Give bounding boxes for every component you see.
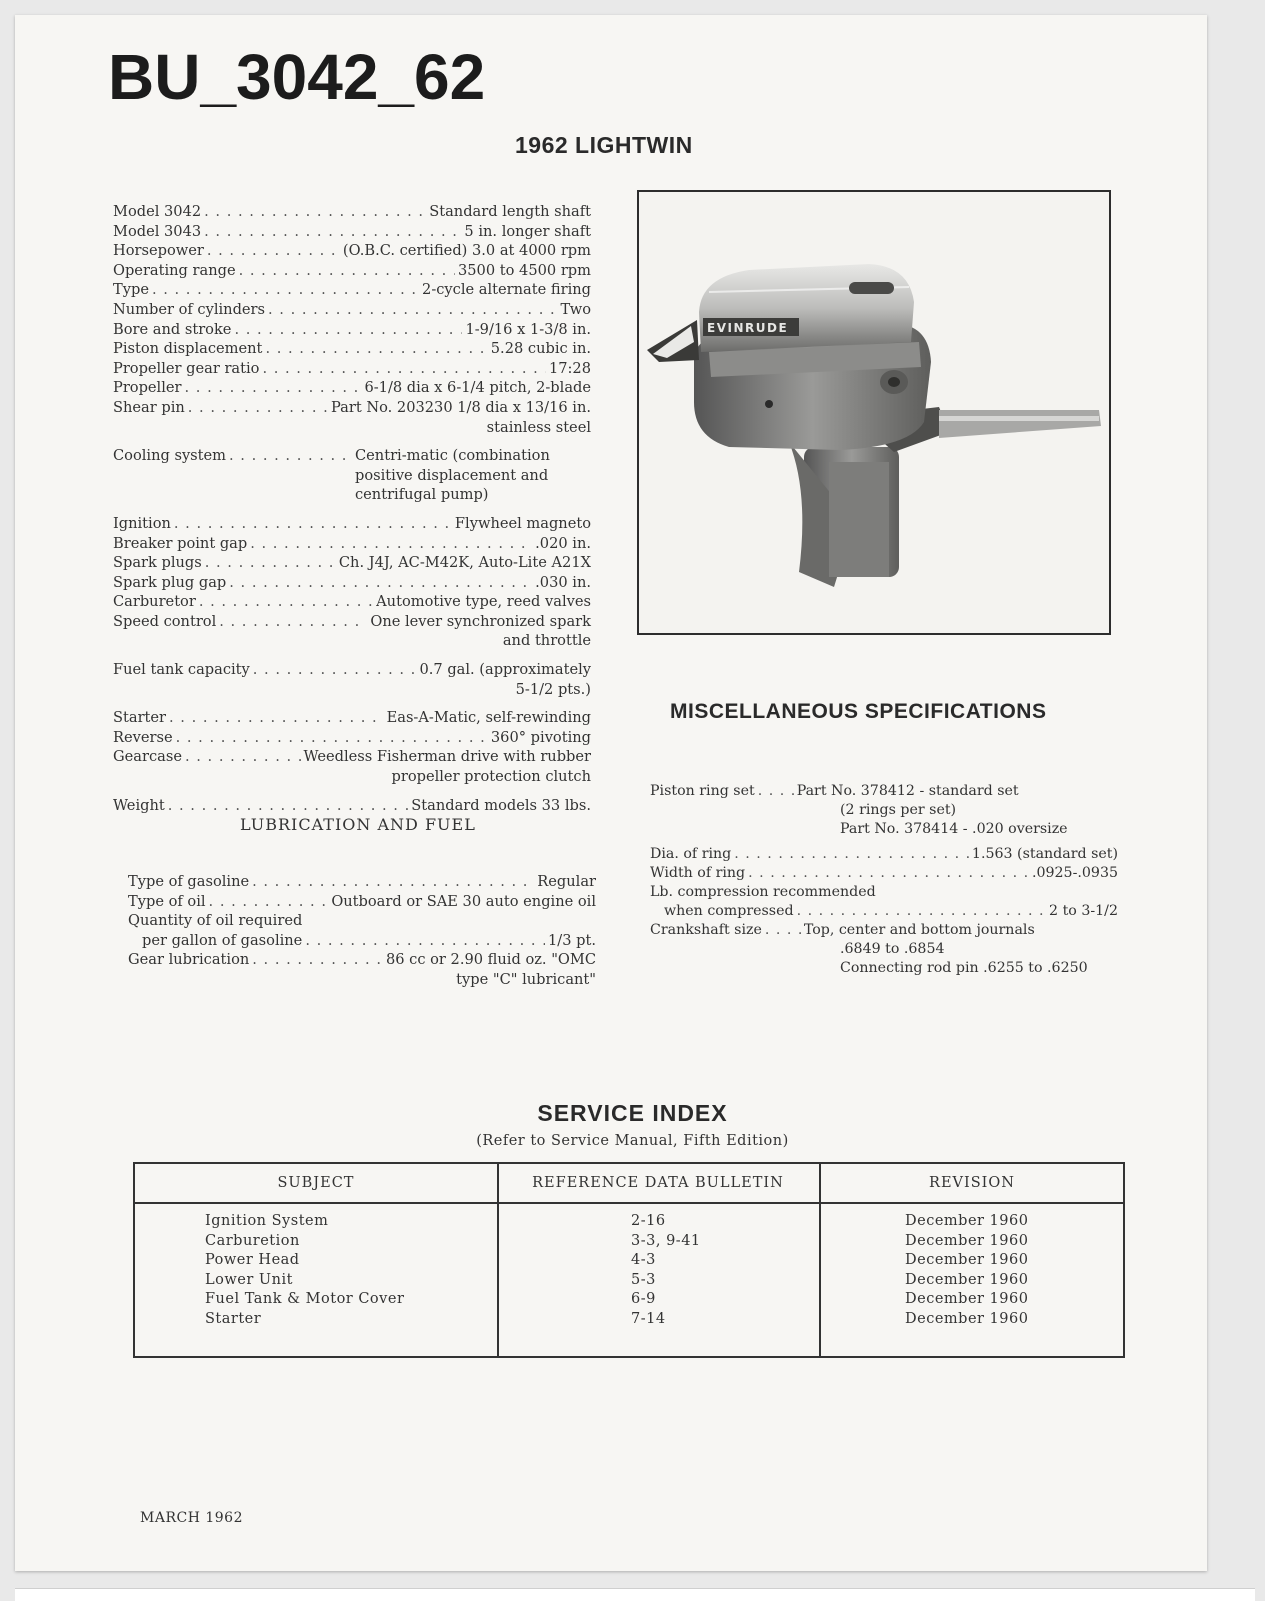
- spec-label: Propeller: [113, 379, 182, 397]
- spec-row: [650, 864, 1118, 883]
- spec-label: Piston ring set: [650, 783, 755, 799]
- spec-row: [113, 573, 591, 593]
- spec-label: when compressed: [664, 903, 794, 919]
- leader-dots: [185, 747, 301, 767]
- spec-value: 0.7 gal. (approximately: [419, 661, 591, 679]
- spec-value: 2 to 3-1/2: [1049, 903, 1118, 919]
- spec-value: Top, center and bottom journals: [803, 922, 1035, 938]
- spec-list: [113, 202, 591, 815]
- spec-label: Type of gasoline: [128, 873, 250, 890]
- spec-value-continued: and throttle: [502, 632, 591, 650]
- spec-label: Breaker point gap: [113, 534, 248, 552]
- spec-value: 1-9/16 x 1-3/8 in.: [465, 320, 591, 338]
- spec-value-continued: 5-1/2 pts.): [515, 680, 591, 698]
- leader-dots: [765, 921, 801, 940]
- spec-label: Bore and stroke: [113, 320, 232, 338]
- spec-row: [650, 902, 1118, 921]
- spec-row: [113, 592, 591, 612]
- leader-dots: [176, 728, 488, 748]
- spec-label: Gearcase: [113, 748, 182, 766]
- spec-value-continued: type "C" lubricant": [456, 970, 596, 988]
- spec-label: Horsepower: [113, 242, 204, 260]
- spec-label: Type of oil: [128, 892, 206, 910]
- spec-label: Crankshaft size: [650, 922, 762, 938]
- leader-dots: [253, 660, 417, 680]
- brand-label: EVINRUDE: [707, 321, 789, 335]
- reference-column: [631, 1212, 701, 1329]
- spec-value: Flywheel magneto: [454, 514, 591, 532]
- spec-label: Carburetor: [113, 593, 196, 611]
- leader-dots: [748, 864, 1029, 883]
- spec-label: Gear lubrication: [128, 951, 250, 969]
- reference-cell: 3-3, 9-41: [631, 1232, 701, 1249]
- spec-value: 1.563 (standard set): [971, 846, 1118, 862]
- leader-dots: [205, 553, 336, 573]
- spec-value: (O.B.C. certified) 3.0 at 4000 rpm: [342, 242, 591, 260]
- reference-cell: 7-14: [631, 1310, 666, 1327]
- spec-label: Dia. of ring: [650, 846, 732, 862]
- leader-dots: [305, 931, 545, 951]
- reference-cell: 5-3: [631, 1271, 656, 1288]
- spec-value: Ch. J4J, AC-M42K, Auto-Lite A21X: [338, 554, 591, 572]
- revision-cell: December 1960: [905, 1213, 1029, 1229]
- spec-row: [113, 446, 591, 505]
- spec-row: [113, 708, 591, 728]
- spec-value-continued: stainless steel: [486, 418, 591, 436]
- spec-row: [128, 931, 596, 951]
- spec-row: [113, 280, 591, 300]
- leader-dots: [734, 845, 969, 864]
- spec-value: Regular: [537, 873, 596, 890]
- spec-label: Type: [113, 281, 149, 299]
- spec-row: [113, 747, 591, 767]
- spec-row: [113, 202, 591, 222]
- leader-dots: [168, 796, 409, 816]
- spec-value: 1/3 pt.: [548, 931, 596, 949]
- spec-label: Propeller gear ratio: [113, 359, 260, 377]
- spec-value: Outboard or SAE 30 auto engine oil: [331, 892, 596, 910]
- spec-label: Ignition: [113, 514, 171, 532]
- spec-row: [113, 660, 591, 680]
- revision-cell: December 1960: [905, 1271, 1029, 1288]
- leader-dots: [265, 339, 487, 359]
- spec-value: Standard models 33 lbs.: [411, 796, 591, 814]
- spec-row: [113, 222, 591, 242]
- spec-label: Cooling system: [113, 447, 227, 465]
- reference-cell: 6-9: [631, 1291, 656, 1307]
- spec-label: Shear pin: [113, 398, 185, 416]
- spec-label: Fuel tank capacity: [113, 661, 250, 679]
- leader-dots: [204, 202, 426, 222]
- leader-dots: [797, 902, 1046, 921]
- subject-cell: Fuel Tank & Motor Cover: [205, 1291, 405, 1307]
- leader-dots: [252, 950, 383, 970]
- spec-row: [113, 728, 591, 748]
- leader-dots: [207, 241, 340, 261]
- spec-value: 2-cycle alternate firing: [422, 281, 591, 299]
- spec-label: Speed control: [113, 612, 217, 630]
- spec-value: 17:28: [548, 359, 591, 377]
- spec-row: [650, 845, 1118, 864]
- leader-dots: [229, 446, 352, 466]
- spec-label: Starter: [113, 709, 167, 727]
- reference-cell: 4-3: [631, 1252, 656, 1268]
- column-header-reference: REFERENCE DATA BULLETIN: [532, 1175, 784, 1191]
- spec-value: One lever synchronized spark: [370, 612, 591, 630]
- column-header-revision: REVISION: [929, 1175, 1015, 1191]
- outboard-motor-photo: [637, 190, 1111, 635]
- spec-value: Two: [560, 300, 591, 318]
- service-index-subheading: (Refer to Service Manual, Fifth Edition): [476, 1133, 789, 1149]
- subject-cell: Power Head: [205, 1252, 300, 1268]
- spec-label: per gallon of gasoline: [142, 931, 303, 949]
- spec-row: [128, 892, 596, 912]
- column-divider: [819, 1164, 821, 1356]
- spec-label: Quantity of oil required: [128, 912, 303, 930]
- misc-heading: MISCELLANEOUS SPECIFICATIONS: [670, 700, 1047, 723]
- spec-value: 5.28 cubic in.: [490, 340, 591, 358]
- spec-value: .020 in.: [535, 534, 591, 552]
- spec-label: Width of ring: [650, 865, 746, 881]
- column-divider: [497, 1164, 499, 1356]
- spec-value: 360° pivoting: [490, 728, 591, 746]
- revision-column: [905, 1212, 1028, 1329]
- service-index-heading: SERVICE INDEX: [537, 1100, 728, 1126]
- spec-row: [113, 514, 591, 534]
- spec-row: [113, 398, 591, 418]
- spec-label: Operating range: [113, 261, 236, 279]
- leader-dots: [234, 320, 462, 340]
- spec-value: .0925-.0935: [1031, 865, 1118, 881]
- spec-value-continued: Connecting rod pin .6255 to .6250: [840, 960, 1088, 976]
- spec-value: Part No. 203230 1/8 dia x 13/16 in.: [330, 398, 591, 416]
- spec-value: 6-1/8 dia x 6-1/4 pitch, 2-blade: [364, 379, 591, 397]
- leader-dots: [250, 534, 532, 554]
- spec-value: Automotive type, reed valves: [376, 593, 591, 611]
- leader-dots: [152, 280, 419, 300]
- leader-dots: [268, 300, 557, 320]
- spec-value: Standard length shaft: [429, 203, 591, 220]
- spec-label: Spark plugs: [113, 554, 202, 572]
- subject-cell: Carburetion: [205, 1232, 300, 1249]
- spec-row: [113, 612, 591, 632]
- spec-row: [128, 950, 596, 970]
- leader-dots: [758, 782, 794, 801]
- next-page-edge: [15, 1588, 1255, 1601]
- leader-dots: [169, 708, 384, 728]
- spec-row: [650, 921, 1118, 940]
- spec-row: [113, 300, 591, 320]
- spec-row: [650, 782, 1118, 801]
- spec-value-continued: propeller protection clutch: [391, 768, 591, 786]
- leader-dots: [229, 573, 532, 593]
- spec-row: [113, 339, 591, 359]
- spec-value-continued: (2 rings per set): [840, 802, 957, 818]
- revision-cell: December 1960: [905, 1310, 1029, 1327]
- document-id: BU_3042_62: [108, 41, 486, 113]
- model-title: 1962 LIGHTWIN: [515, 132, 693, 158]
- spec-row: [128, 872, 596, 892]
- subject-cell: Starter: [205, 1310, 262, 1327]
- spec-row: [113, 553, 591, 573]
- subject-cell: Ignition System: [205, 1213, 329, 1229]
- leader-dots: [219, 612, 367, 632]
- spec-row: [113, 261, 591, 281]
- spec-value: Weedless Fisherman drive with rubber: [303, 748, 591, 766]
- spec-value-continued: .6849 to .6854: [840, 941, 945, 957]
- spec-row: [113, 378, 591, 398]
- misc-spec-list: [650, 782, 1118, 978]
- revision-cell: December 1960: [905, 1232, 1029, 1249]
- spec-row: [113, 534, 591, 554]
- spec-label: Number of cylinders: [113, 300, 266, 318]
- subject-cell: Lower Unit: [205, 1271, 293, 1288]
- leader-dots: [174, 514, 452, 534]
- leader-dots: [209, 892, 329, 912]
- spec-row: [113, 359, 591, 379]
- spec-label: Weight: [113, 796, 165, 814]
- leader-dots: [199, 592, 373, 612]
- spec-label: Model 3043: [113, 222, 202, 240]
- spec-label: Piston displacement: [113, 340, 263, 358]
- spec-value: Part No. 378412 - standard set: [796, 783, 1019, 799]
- spec-label: Spark plug gap: [113, 573, 227, 591]
- leader-dots: [262, 359, 546, 379]
- spec-value-continued: Part No. 378414 - .020 oversize: [840, 821, 1068, 837]
- spec-value: .030 in.: [535, 573, 591, 591]
- spec-value: 86 cc or 2.90 fluid oz. "OMC: [385, 951, 596, 969]
- spec-value: Centri-matic (combination positive displacement and centrifugal pump): [355, 447, 550, 504]
- spec-label: Lb. compression recommended: [650, 884, 876, 900]
- service-index-table: [133, 1162, 1125, 1358]
- outboard-motor-illustration: [639, 192, 1109, 633]
- leader-dots: [239, 261, 455, 281]
- subject-column: [205, 1212, 404, 1329]
- spec-value: 5 in. longer shaft: [464, 222, 591, 240]
- lubrication-list: [128, 872, 596, 990]
- revision-cell: December 1960: [905, 1291, 1029, 1307]
- spec-label: Reverse: [113, 728, 173, 746]
- leader-dots: [252, 872, 534, 892]
- reference-cell: 2-16: [631, 1213, 666, 1229]
- leader-dots: [204, 222, 461, 242]
- spec-row: [113, 796, 591, 816]
- spec-value: 3500 to 4500 rpm: [457, 261, 591, 279]
- column-header-subject: SUBJECT: [277, 1175, 355, 1191]
- spec-value: Eas-A-Matic, self-rewinding: [386, 709, 591, 727]
- revision-cell: December 1960: [905, 1252, 1029, 1268]
- leader-dots: [185, 378, 362, 398]
- lubrication-heading: LUBRICATION AND FUEL: [240, 815, 476, 834]
- leader-dots: [188, 398, 328, 418]
- spec-row: [113, 241, 591, 261]
- spec-row: [113, 320, 591, 340]
- spec-label: Model 3042: [113, 203, 202, 220]
- footer-date: MARCH 1962: [140, 1510, 243, 1526]
